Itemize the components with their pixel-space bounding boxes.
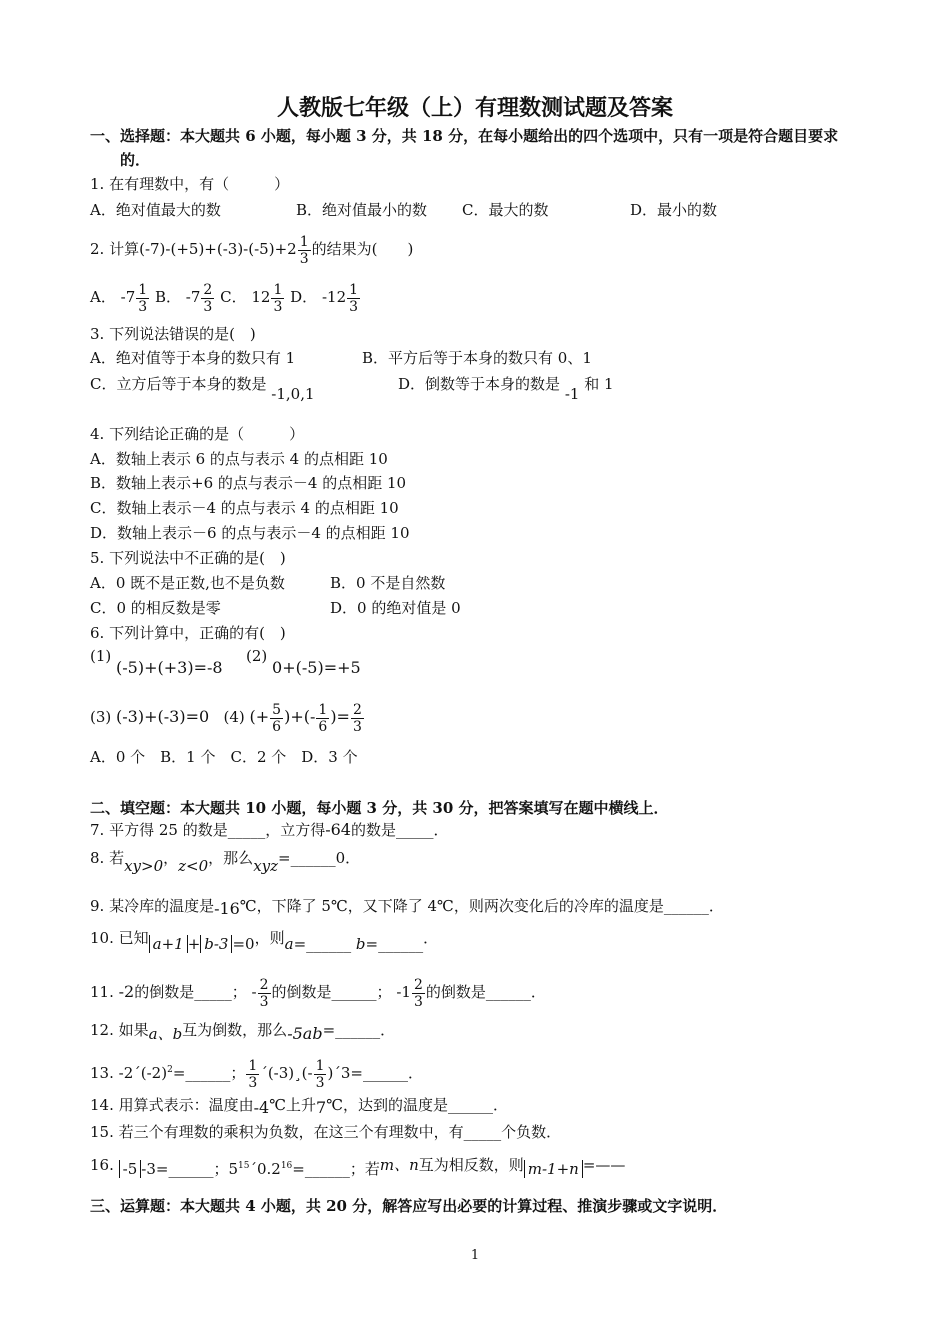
q3-option-c-text: C．立方后等于本身的数是	[90, 375, 267, 393]
q3-stem: 3. 下列说法错误的是( )	[90, 325, 256, 343]
fraction-numerator: 1	[299, 233, 309, 250]
q9-text: 9. 某冷库的温度是	[90, 897, 215, 915]
q11-text-1: 的倒数是_____；	[134, 983, 247, 1001]
q14-text: 14. 用算式表示：温度由	[90, 1096, 254, 1114]
item-label: (4)	[223, 708, 245, 726]
q1-option-b: B．绝对值最小的数	[296, 201, 428, 219]
section1-header-cont: 的．	[120, 151, 151, 169]
abs-value: -5	[119, 1160, 142, 1178]
q1-option-d: D．最小的数	[630, 201, 718, 219]
q2-option-c	[220, 281, 285, 315]
q9-text-end: ℃，下降了 5℃，又下降了 4℃，则两次变化后的冷库的温度是______．	[239, 897, 724, 915]
fraction-numerator: 1	[318, 701, 328, 718]
q12-math-2: -5ab	[287, 1024, 323, 1043]
q11-number: 11.	[90, 983, 114, 1001]
q11	[90, 972, 546, 1012]
q5-option-c: C．0 的相反数是零	[90, 599, 221, 617]
q1-option-c: C．最大的数	[462, 201, 549, 219]
q2-option-a	[90, 281, 150, 315]
q16-blank-2: =______；若	[292, 1160, 380, 1178]
section3-header: 三、运算题：本大题共 4 小题，共 20 分，解答应写出必要的计算过程、推演步骤或文字说明．	[90, 1197, 728, 1215]
fraction-denominator: 3	[138, 298, 148, 315]
q5-option-d: D．0 的绝对值是 0	[330, 599, 461, 617]
item-label: (1)	[90, 647, 112, 665]
exponent-2: 16	[280, 1161, 293, 1171]
q2-fraction	[298, 234, 311, 267]
q12	[90, 1020, 396, 1043]
abs-value-b: b-3	[200, 935, 232, 953]
fraction-denominator: 3	[349, 298, 359, 315]
fraction-denominator: 6	[318, 718, 328, 735]
option-label: C．	[220, 288, 247, 306]
q8-math-2: z<0	[178, 857, 209, 875]
q13-blank-1: =______；	[172, 1064, 246, 1082]
option-whole: 12	[251, 288, 271, 306]
q2-expression: (-7)-(+5)+(-3)-(-5)+2	[139, 240, 297, 258]
q14-text-end: ℃，达到的温度是______．	[326, 1096, 508, 1114]
q7-math: -64	[325, 820, 351, 839]
q10-text: 10. 已知	[90, 929, 149, 947]
q6-item1	[90, 647, 223, 677]
q15: 15. 若三个有理数的乘积为负数，在这三个有理数中，有_____个负数．	[90, 1123, 562, 1141]
q10-equation	[149, 935, 255, 953]
q8-text-mid: ，那么	[208, 849, 254, 867]
fraction-denominator: 3	[413, 993, 423, 1010]
fraction-denominator: 3	[203, 298, 213, 315]
q13-math-2: ´(-3)¸(-	[260, 1064, 313, 1082]
q9-math: -16	[214, 899, 240, 918]
q16-math	[119, 1160, 380, 1178]
q14-math-2: 7	[316, 1098, 327, 1117]
item-label: (3)	[90, 708, 112, 726]
q14-text-mid: ℃上升	[269, 1096, 316, 1114]
q8-math-1: xy>0	[124, 857, 164, 875]
q9	[90, 896, 724, 916]
fraction-denominator: 6	[272, 718, 282, 735]
q6-item2	[246, 647, 361, 677]
fraction-numerator: 1	[349, 281, 359, 298]
expr-part: )+(-	[284, 707, 316, 726]
abs-value-a: a+1	[149, 935, 188, 953]
q7-text: 7. 平方得 25 的数是_____，立方得	[90, 821, 326, 839]
expr-part: )=	[330, 707, 350, 726]
q2-option-b	[154, 281, 215, 315]
q16	[90, 1152, 626, 1178]
q8-math-3: xyz	[253, 857, 279, 875]
q11-text-3: 的倒数是______．	[425, 983, 546, 1001]
q3-option-a: A．绝对值等于本身的数只有 1	[90, 349, 296, 367]
q16-blank-1: -3=______；5	[141, 1160, 238, 1178]
page-title: 人教版七年级（上）有理数测试题及答案	[276, 95, 673, 121]
exponent: 2	[167, 1065, 173, 1075]
section1-header: 一、选择题：本大题共 6 小题，每小题 3 分，共 18 分，在每小题给出的四个选项中，只有一项是符合题目要求	[90, 127, 839, 145]
exponent-1: 15	[238, 1161, 250, 1171]
q11-sign-2: -	[251, 983, 257, 1001]
q2-option-d	[290, 281, 361, 315]
option-whole: -7	[120, 288, 136, 306]
q13-number: 13.	[90, 1064, 114, 1082]
fraction-numerator: 5	[272, 701, 282, 718]
q7	[90, 820, 449, 840]
q10-math: a=______ b=______	[284, 935, 424, 953]
item-label: (2)	[246, 647, 268, 665]
abs-value-mn: m-1+n	[524, 1160, 583, 1178]
q3-option-d	[398, 374, 614, 403]
fraction-numerator: 1	[248, 1057, 258, 1074]
q12-text: 12. 如果	[90, 1021, 149, 1039]
option-label: B．	[154, 288, 181, 306]
expr-part: (+	[249, 707, 270, 726]
q3-option-d-math: -1	[564, 385, 580, 403]
q5-option-a: A．0 既不是正数,也不是负数	[90, 574, 285, 592]
q11-text-2: 的倒数是______；	[271, 983, 392, 1001]
q4-option-d: D．数轴上表示－6 的点与表示－4 的点相距 10	[90, 524, 410, 542]
q2-prefix: 2. 计算	[90, 240, 140, 258]
q12-text-end: =______．	[322, 1021, 396, 1039]
q10	[90, 928, 439, 953]
q13-math-1: -2´(-2)	[118, 1064, 168, 1082]
fraction-numerator: 1	[273, 281, 283, 298]
q6-options: A．0 个 B．1 个 C．2 个 D．3 个	[90, 748, 358, 766]
q4-stem: 4. 下列结论正确的是（ ）	[90, 425, 305, 443]
fraction-denominator: 3	[352, 718, 362, 735]
q12-text-mid: 互为倒数，那么	[182, 1021, 288, 1039]
fraction-numerator: 1	[315, 1057, 325, 1074]
q8-comma: ，	[163, 849, 179, 867]
q6-stem: 6. 下列计算中，正确的有( )	[90, 624, 286, 642]
q13-math-3: )´3=______．	[327, 1064, 423, 1082]
q8-text-end: =______0．	[278, 849, 361, 867]
q14-math-1: -4	[253, 1098, 270, 1117]
q13	[90, 1050, 423, 1093]
option-label: D．	[290, 288, 318, 306]
q16-number: 16.	[90, 1156, 114, 1174]
q4-option-c: C．数轴上表示－4 的点与表示 4 的点相距 10	[90, 499, 399, 517]
plus-sign: +	[187, 935, 201, 953]
q16-blank-3: =——	[582, 1156, 626, 1174]
q5-stem: 5. 下列说法中不正确的是( )	[90, 549, 286, 567]
q14	[90, 1095, 508, 1115]
fraction-numerator: 2	[352, 701, 362, 718]
q4-option-b: B．数轴上表示+6 的点与表示－4 的点相距 10	[90, 474, 407, 492]
option-label: A．	[90, 288, 116, 306]
item-expression: (-3)+(-3)=0	[116, 707, 210, 726]
q4-option-a: A．数轴上表示 6 的点与表示 4 的点相距 10	[90, 450, 388, 468]
q1-option-a: A．绝对值最大的数	[90, 201, 221, 219]
q5-option-b: B．0 不是自然数	[330, 574, 446, 592]
q12-math-1: a、b	[148, 1025, 183, 1043]
q10-period: ．	[423, 929, 439, 947]
q6-item3-4	[90, 700, 365, 735]
q8-text: 8. 若	[90, 849, 125, 867]
item-expression: 0+(-5)=+5	[272, 658, 361, 677]
q2-options	[90, 280, 361, 315]
q10-text-mid: ，则	[254, 929, 285, 947]
q3-option-c-math: -1,0,1	[271, 385, 315, 403]
q16-text: 互为相反数，则	[418, 1156, 524, 1174]
q16-base-2: ´0.2	[249, 1160, 281, 1178]
option-whole: -12	[321, 288, 347, 306]
q8	[90, 848, 361, 875]
fraction-numerator: 2	[259, 976, 269, 993]
fraction-denominator: 3	[273, 298, 283, 315]
fraction-numerator: 2	[413, 976, 423, 993]
q16-vars: m、n	[379, 1156, 419, 1174]
q7-text-end: 的数是_____．	[350, 821, 449, 839]
q3-option-d-tail: 和 1	[584, 375, 614, 393]
q2-suffix: 的结果为( )	[311, 240, 414, 258]
section2-header: 二、填空题：本大题共 10 小题，每小题 3 分，共 30 分，把答案填写在题中横线上．	[90, 799, 669, 817]
q2-stem	[90, 232, 413, 267]
q1-stem: 1. 在有理数中，有（ ）	[90, 175, 290, 193]
fraction-numerator: 1	[138, 281, 148, 298]
option-whole: -7	[185, 288, 201, 306]
fraction-denominator: 3	[248, 1074, 258, 1091]
item-expression: (-5)+(+3)=-8	[116, 658, 223, 677]
fraction-denominator: 3	[299, 250, 309, 267]
fraction-denominator: 3	[315, 1074, 325, 1091]
q3-option-c	[90, 374, 315, 403]
q3-option-d-text: D．倒数等于本身的数是	[398, 375, 561, 393]
q3-option-b: B．平方后等于本身的数只有 0、1	[362, 349, 592, 367]
fraction-denominator: 3	[259, 993, 269, 1010]
q11-math-1: -2	[118, 982, 135, 1001]
fraction-numerator: 2	[203, 281, 213, 298]
q11-whole-3: -1	[396, 983, 411, 1001]
equals-zero: =0	[232, 935, 255, 953]
page-number: 1	[470, 1248, 480, 1263]
